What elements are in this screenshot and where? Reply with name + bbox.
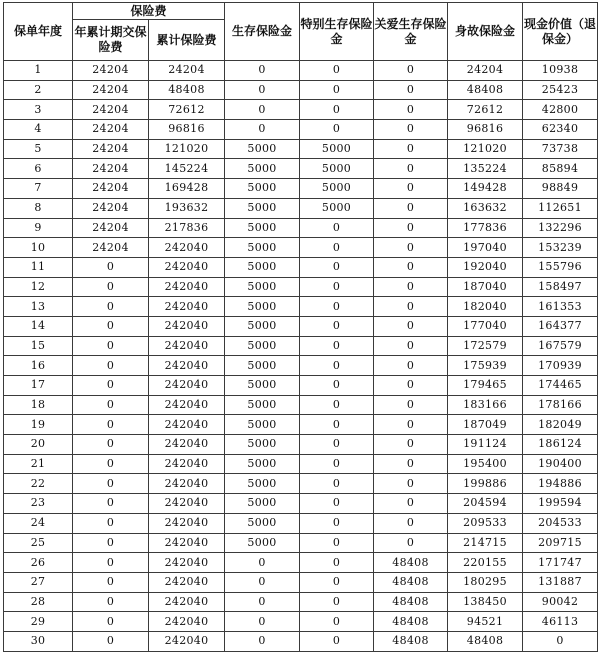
cell-cash-value: 90042 [523,592,598,612]
cell-survival-benefit: 5000 [225,297,300,317]
cell-death-benefit: 182040 [448,297,523,317]
cell-year: 2 [4,80,73,100]
cell-special-survival-benefit: 0 [300,100,374,120]
cell-cash-value: 167579 [523,336,598,356]
cell-survival-benefit: 0 [225,612,300,632]
cell-survival-benefit: 0 [225,631,300,651]
cell-cumulative-premium: 242040 [149,336,225,356]
table-row [4,139,598,159]
table-row [4,238,598,258]
cell-care-survival-benefit: 0 [374,454,448,474]
cell-death-benefit: 177040 [448,316,523,336]
benefit-table [3,2,598,652]
table-row [4,553,598,573]
cell-survival-benefit: 5000 [225,395,300,415]
header-cumulative-premium: 累计保险费 [149,20,225,61]
cell-care-survival-benefit: 0 [374,336,448,356]
header-year: 保单年度 [4,3,73,61]
cell-death-benefit: 72612 [448,100,523,120]
cell-death-benefit: 180295 [448,572,523,592]
cell-survival-benefit: 0 [225,553,300,573]
cell-cash-value: 164377 [523,316,598,336]
cell-year: 24 [4,513,73,533]
cell-survival-benefit: 5000 [225,494,300,514]
cell-year: 14 [4,316,73,336]
cell-death-benefit: 163632 [448,198,523,218]
cell-annual-premium: 0 [73,553,149,573]
cell-care-survival-benefit: 0 [374,100,448,120]
cell-survival-benefit: 5000 [225,435,300,455]
cell-annual-premium: 24204 [73,179,149,199]
cell-special-survival-benefit: 0 [300,80,374,100]
cell-special-survival-benefit: 0 [300,592,374,612]
table-body [4,61,598,652]
cell-year: 3 [4,100,73,120]
cell-year: 13 [4,297,73,317]
table-row [4,198,598,218]
cell-survival-benefit: 5000 [225,474,300,494]
cell-annual-premium: 0 [73,494,149,514]
cell-cumulative-premium: 242040 [149,592,225,612]
cell-care-survival-benefit: 0 [374,179,448,199]
cell-care-survival-benefit: 48408 [374,612,448,632]
cell-special-survival-benefit: 0 [300,572,374,592]
cell-death-benefit: 192040 [448,257,523,277]
cell-death-benefit: 195400 [448,454,523,474]
cell-annual-premium: 24204 [73,139,149,159]
header-survival-benefit: 生存保险金 [225,3,300,61]
cell-death-benefit: 199886 [448,474,523,494]
cell-care-survival-benefit: 48408 [374,631,448,651]
table-row [4,80,598,100]
cell-cash-value: 194886 [523,474,598,494]
cell-cumulative-premium: 242040 [149,238,225,258]
cell-annual-premium: 0 [73,435,149,455]
table-row [4,316,598,336]
cell-death-benefit: 204594 [448,494,523,514]
cell-special-survival-benefit: 0 [300,218,374,238]
table-row [4,376,598,396]
cell-death-benefit: 191124 [448,435,523,455]
cell-death-benefit: 96816 [448,120,523,140]
cell-care-survival-benefit: 48408 [374,592,448,612]
cell-cumulative-premium: 96816 [149,120,225,140]
cell-annual-premium: 0 [73,356,149,376]
cell-care-survival-benefit: 0 [374,80,448,100]
cell-survival-benefit: 0 [225,592,300,612]
cell-death-benefit: 135224 [448,159,523,179]
cell-annual-premium: 0 [73,395,149,415]
cell-cash-value: 170939 [523,356,598,376]
cell-cumulative-premium: 242040 [149,297,225,317]
cell-year: 7 [4,179,73,199]
cell-special-survival-benefit: 5000 [300,179,374,199]
cell-survival-benefit: 5000 [225,454,300,474]
cell-survival-benefit: 5000 [225,356,300,376]
cell-death-benefit: 175939 [448,356,523,376]
cell-survival-benefit: 5000 [225,513,300,533]
cell-care-survival-benefit: 0 [374,238,448,258]
cell-survival-benefit: 5000 [225,415,300,435]
cell-death-benefit: 197040 [448,238,523,258]
cell-annual-premium: 24204 [73,218,149,238]
cell-annual-premium: 0 [73,592,149,612]
table-row [4,494,598,514]
table-row [4,100,598,120]
cell-care-survival-benefit: 0 [374,198,448,218]
table-row [4,218,598,238]
cell-cumulative-premium: 242040 [149,435,225,455]
cell-special-survival-benefit: 0 [300,513,374,533]
cell-annual-premium: 0 [73,415,149,435]
table-row [4,336,598,356]
cell-special-survival-benefit: 0 [300,257,374,277]
cell-death-benefit: 209533 [448,513,523,533]
cell-special-survival-benefit: 0 [300,454,374,474]
cell-annual-premium: 0 [73,336,149,356]
cell-death-benefit: 48408 [448,631,523,651]
cell-cash-value: 155796 [523,257,598,277]
cell-cash-value: 199594 [523,494,598,514]
cell-special-survival-benefit: 0 [300,395,374,415]
cell-care-survival-benefit: 0 [374,415,448,435]
cell-year: 22 [4,474,73,494]
table-row [4,257,598,277]
cell-cash-value: 73738 [523,139,598,159]
cell-survival-benefit: 0 [225,80,300,100]
cell-cumulative-premium: 145224 [149,159,225,179]
table-row [4,474,598,494]
cell-death-benefit: 183166 [448,395,523,415]
cell-cash-value: 10938 [523,61,598,81]
cell-cash-value: 46113 [523,612,598,632]
cell-special-survival-benefit: 0 [300,376,374,396]
cell-survival-benefit: 5000 [225,257,300,277]
cell-special-survival-benefit: 0 [300,553,374,573]
cell-year: 11 [4,257,73,277]
cell-death-benefit: 138450 [448,592,523,612]
cell-cash-value: 62340 [523,120,598,140]
cell-annual-premium: 0 [73,474,149,494]
cell-cash-value: 98849 [523,179,598,199]
table-header [4,3,598,61]
cell-cash-value: 158497 [523,277,598,297]
cell-year: 20 [4,435,73,455]
cell-cumulative-premium: 169428 [149,179,225,199]
cell-cumulative-premium: 242040 [149,277,225,297]
cell-care-survival-benefit: 0 [374,61,448,81]
cell-cumulative-premium: 242040 [149,553,225,573]
cell-cash-value: 132296 [523,218,598,238]
cell-survival-benefit: 5000 [225,159,300,179]
cell-cash-value: 112651 [523,198,598,218]
cell-special-survival-benefit: 5000 [300,139,374,159]
cell-survival-benefit: 5000 [225,139,300,159]
cell-survival-benefit: 5000 [225,238,300,258]
cell-year: 25 [4,533,73,553]
cell-death-benefit: 149428 [448,179,523,199]
cell-death-benefit: 187049 [448,415,523,435]
cell-survival-benefit: 5000 [225,198,300,218]
cell-year: 26 [4,553,73,573]
cell-year: 15 [4,336,73,356]
cell-cumulative-premium: 242040 [149,631,225,651]
cell-survival-benefit: 5000 [225,533,300,553]
cell-special-survival-benefit: 0 [300,631,374,651]
table-row [4,631,598,651]
cell-special-survival-benefit: 0 [300,297,374,317]
cell-special-survival-benefit: 5000 [300,198,374,218]
cell-cash-value: 209715 [523,533,598,553]
cell-year: 17 [4,376,73,396]
cell-special-survival-benefit: 0 [300,435,374,455]
cell-annual-premium: 0 [73,257,149,277]
cell-survival-benefit: 0 [225,572,300,592]
table-row [4,572,598,592]
cell-cumulative-premium: 242040 [149,454,225,474]
cell-survival-benefit: 5000 [225,277,300,297]
cell-cumulative-premium: 242040 [149,415,225,435]
cell-annual-premium: 0 [73,631,149,651]
cell-annual-premium: 0 [73,277,149,297]
cell-annual-premium: 0 [73,612,149,632]
cell-cash-value: 190400 [523,454,598,474]
cell-annual-premium: 24204 [73,80,149,100]
cell-year: 29 [4,612,73,632]
header-premium-group: 保险费 [73,3,225,20]
table-row [4,513,598,533]
cell-cash-value: 178166 [523,395,598,415]
cell-annual-premium: 24204 [73,198,149,218]
cell-care-survival-benefit: 0 [374,297,448,317]
cell-special-survival-benefit: 0 [300,336,374,356]
cell-annual-premium: 0 [73,533,149,553]
cell-annual-premium: 0 [73,572,149,592]
cell-cash-value: 0 [523,631,598,651]
cell-cash-value: 131887 [523,572,598,592]
cell-annual-premium: 24204 [73,159,149,179]
cell-death-benefit: 220155 [448,553,523,573]
cell-cumulative-premium: 242040 [149,533,225,553]
header-annual-premium: 年累计期交保险费 [73,20,149,61]
table-row [4,435,598,455]
cell-care-survival-benefit: 0 [374,316,448,336]
cell-survival-benefit: 5000 [225,316,300,336]
cell-cumulative-premium: 242040 [149,395,225,415]
cell-year: 6 [4,159,73,179]
cell-cash-value: 42800 [523,100,598,120]
cell-special-survival-benefit: 0 [300,356,374,376]
cell-annual-premium: 0 [73,297,149,317]
cell-death-benefit: 94521 [448,612,523,632]
cell-death-benefit: 214715 [448,533,523,553]
table-row [4,120,598,140]
table-row [4,297,598,317]
cell-cumulative-premium: 193632 [149,198,225,218]
cell-cumulative-premium: 242040 [149,612,225,632]
cell-death-benefit: 48408 [448,80,523,100]
cell-cumulative-premium: 121020 [149,139,225,159]
cell-annual-premium: 0 [73,513,149,533]
cell-annual-premium: 0 [73,376,149,396]
cell-special-survival-benefit: 0 [300,277,374,297]
cell-care-survival-benefit: 0 [374,120,448,140]
cell-cash-value: 204533 [523,513,598,533]
cell-care-survival-benefit: 48408 [374,572,448,592]
cell-year: 28 [4,592,73,612]
cell-care-survival-benefit: 0 [374,435,448,455]
cell-survival-benefit: 5000 [225,179,300,199]
table-row [4,454,598,474]
cell-death-benefit: 24204 [448,61,523,81]
cell-care-survival-benefit: 0 [374,395,448,415]
cell-annual-premium: 24204 [73,120,149,140]
cell-cash-value: 186124 [523,435,598,455]
cell-cumulative-premium: 242040 [149,356,225,376]
cell-survival-benefit: 0 [225,61,300,81]
table-row [4,277,598,297]
cell-year: 1 [4,61,73,81]
cell-care-survival-benefit: 48408 [374,553,448,573]
cell-care-survival-benefit: 0 [374,376,448,396]
cell-annual-premium: 24204 [73,238,149,258]
header-care-survival-benefit: 关爱生存保险金 [374,3,448,61]
cell-cash-value: 153239 [523,238,598,258]
cell-care-survival-benefit: 0 [374,139,448,159]
cell-cash-value: 171747 [523,553,598,573]
cell-year: 21 [4,454,73,474]
cell-cumulative-premium: 242040 [149,474,225,494]
cell-annual-premium: 0 [73,316,149,336]
cell-year: 5 [4,139,73,159]
table-row [4,592,598,612]
cell-special-survival-benefit: 0 [300,494,374,514]
cell-cumulative-premium: 242040 [149,316,225,336]
cell-special-survival-benefit: 0 [300,238,374,258]
cell-survival-benefit: 0 [225,100,300,120]
cell-cash-value: 161353 [523,297,598,317]
cell-death-benefit: 121020 [448,139,523,159]
cell-survival-benefit: 5000 [225,376,300,396]
cell-care-survival-benefit: 0 [374,159,448,179]
header-cash-value: 现金价值（退保金） [523,3,598,61]
cell-cumulative-premium: 242040 [149,494,225,514]
cell-special-survival-benefit: 0 [300,612,374,632]
table-row [4,61,598,81]
cell-care-survival-benefit: 0 [374,494,448,514]
cell-year: 19 [4,415,73,435]
cell-care-survival-benefit: 0 [374,277,448,297]
table-row [4,179,598,199]
table-row [4,533,598,553]
cell-care-survival-benefit: 0 [374,513,448,533]
table-row [4,395,598,415]
cell-care-survival-benefit: 0 [374,218,448,238]
header-special-survival-benefit: 特别生存保险金 [300,3,374,61]
cell-cash-value: 25423 [523,80,598,100]
cell-year: 8 [4,198,73,218]
cell-cumulative-premium: 242040 [149,572,225,592]
cell-survival-benefit: 5000 [225,218,300,238]
table-row [4,356,598,376]
cell-death-benefit: 177836 [448,218,523,238]
cell-cumulative-premium: 242040 [149,257,225,277]
cell-survival-benefit: 5000 [225,336,300,356]
cell-special-survival-benefit: 0 [300,61,374,81]
cell-cumulative-premium: 242040 [149,513,225,533]
cell-year: 4 [4,120,73,140]
cell-death-benefit: 172579 [448,336,523,356]
cell-cash-value: 85894 [523,159,598,179]
cell-annual-premium: 24204 [73,61,149,81]
cell-annual-premium: 0 [73,454,149,474]
cell-special-survival-benefit: 0 [300,415,374,435]
cell-cumulative-premium: 48408 [149,80,225,100]
cell-year: 23 [4,494,73,514]
cell-year: 10 [4,238,73,258]
cell-special-survival-benefit: 0 [300,316,374,336]
cell-year: 12 [4,277,73,297]
cell-care-survival-benefit: 0 [374,474,448,494]
table-row [4,612,598,632]
cell-year: 18 [4,395,73,415]
cell-care-survival-benefit: 0 [374,533,448,553]
cell-cumulative-premium: 242040 [149,376,225,396]
cell-care-survival-benefit: 0 [374,257,448,277]
cell-year: 30 [4,631,73,651]
cell-death-benefit: 179465 [448,376,523,396]
cell-care-survival-benefit: 0 [374,356,448,376]
cell-special-survival-benefit: 5000 [300,159,374,179]
cell-year: 27 [4,572,73,592]
table-row [4,415,598,435]
cell-death-benefit: 187040 [448,277,523,297]
cell-cash-value: 174465 [523,376,598,396]
cell-special-survival-benefit: 0 [300,533,374,553]
cell-special-survival-benefit: 0 [300,120,374,140]
header-death-benefit: 身故保险金 [448,3,523,61]
cell-cumulative-premium: 72612 [149,100,225,120]
table-row [4,159,598,179]
cell-cumulative-premium: 217836 [149,218,225,238]
cell-year: 16 [4,356,73,376]
cell-annual-premium: 24204 [73,100,149,120]
cell-survival-benefit: 0 [225,120,300,140]
cell-special-survival-benefit: 0 [300,474,374,494]
cell-cash-value: 182049 [523,415,598,435]
cell-cumulative-premium: 24204 [149,61,225,81]
cell-year: 9 [4,218,73,238]
